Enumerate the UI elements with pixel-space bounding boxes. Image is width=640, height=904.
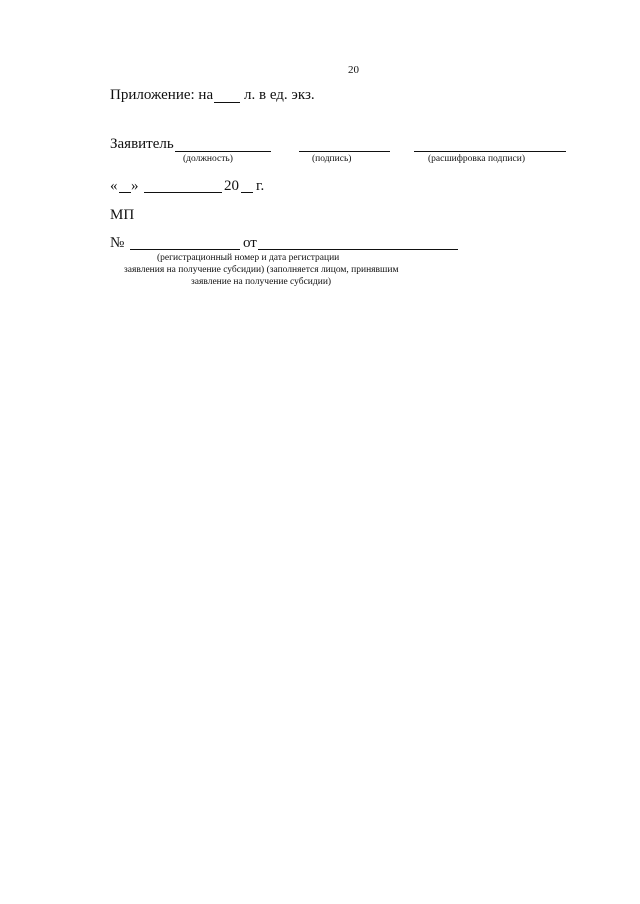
position-blank — [175, 151, 271, 152]
signature-caption: (подпись) — [312, 154, 352, 164]
registration-number-blank — [130, 249, 240, 250]
attachment-prefix: Приложение: на — [110, 87, 214, 103]
year-suffix: г. — [256, 178, 265, 194]
applicant-label: Заявитель — [110, 136, 174, 152]
from-label: от — [243, 235, 257, 251]
decoding-blank — [414, 151, 566, 152]
year-blank — [241, 192, 253, 193]
position-caption: (должность) — [183, 154, 233, 164]
page-number: 20 — [348, 64, 359, 76]
date-open-quote: « — [110, 178, 118, 194]
registration-date-blank — [258, 249, 458, 250]
number-sign: № — [110, 235, 125, 251]
decoding-caption: (расшифровка подписи) — [428, 154, 525, 164]
day-blank — [119, 192, 131, 193]
seal-mark: МП — [110, 207, 135, 223]
attachment-suffix: л. в ед. экз. — [244, 87, 315, 103]
registration-caption-line2: заявления на получение субсидии) (заполняется лицом, принявшим — [124, 265, 399, 275]
date-close-quote: » — [131, 178, 139, 194]
registration-caption-line3: заявление на получение субсидии) — [191, 277, 332, 287]
month-blank — [144, 192, 222, 193]
year-prefix: 20 — [224, 178, 239, 194]
attachment-pages-blank — [214, 102, 240, 103]
registration-caption-line1: (регистрационный номер и дата регистрации — [157, 253, 340, 263]
signature-blank — [299, 151, 390, 152]
